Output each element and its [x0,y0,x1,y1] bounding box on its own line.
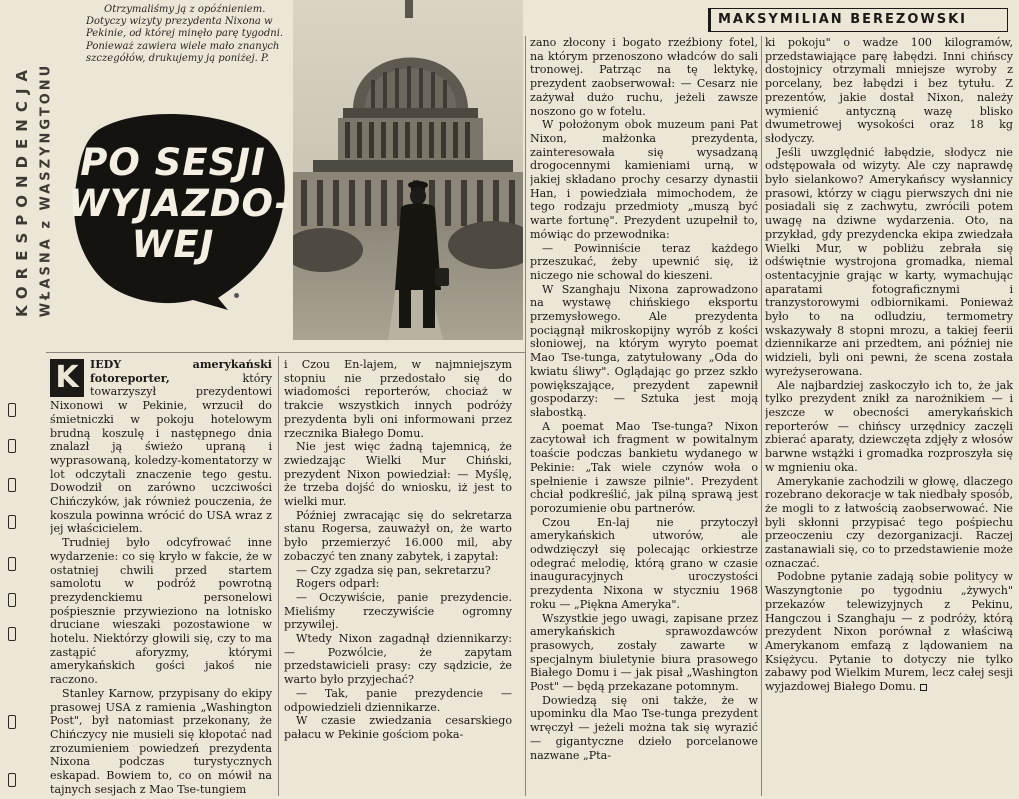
paragraph: W położonym obok muzeum pani Pat Nixon, małżonka prezydenta, zainteresowała się wysadzaną drogocennymi kamieniami urną, w jakiej składano prochy cesarzy dynastii Han, i powiedziała mimochodem, że tego rodzaju przedmioty „muszą być warte fortunę". Prezydent uzupełnił to, mówiąc do przewodnika: [530,118,758,241]
margin-marker [8,515,16,529]
margin-marker [8,478,16,492]
paragraph: Wszystkie jego uwagi, zapisane przez amerykańskich sprawozdawców prasowych, zostały zawarte w specjalnym biuletynie biura prasowego Białego Domu i — jak pisał „Washington Post" — będą przekazane potomnym. [530,611,758,694]
paragraph: i Czou En-lajem, w najmniejszym stopniu nie przedostało się do wiadomości reporterów, chociaż w trakcie wszystkich innych podróży prezydenta byli oni informowani przez rzecznika Białego Domu. [284,358,512,440]
vertical-section-label [4,30,64,350]
paragraph: Rogers odparł: [296,577,380,591]
article-lead-paragraph [50,358,272,536]
headline-line1: PO SESJI [80,141,266,184]
paragraph: Czou En-laj nie przytoczył amerykańskich utworów, ale odwdzięczył się polecając orkiestrze odegrać melodię, którą grano w czasie inauguracyjnych uroczystości prezydenta Nixona w styczniu 1968 roku — „Piękna Ameryka". [530,515,758,611]
divider [761,36,762,796]
margin-marker [8,593,16,607]
paragraph: — Powinniście teraz każdego przeszukać, żeby upewnić się, iż niczego nie schowal do kieszeni. [530,241,758,282]
final-paragraph-text: Podobne pytanie zadają sobie politycy w Waszyngtonie po tygodniu „żywych" przekazów telewizyjnych z Pekinu, Hangczou i Szanghaju — z podróży, którą prezydent Nixon porównał z właściwą Amerykanom emfazą z lądowaniem na Księżycu. Pytanie to dotyczy nie tylko zabawy pod Wielkim Murem, lecz całej sesji wyjazdowej Białego Domu. [765,570,1013,694]
headline [68,141,292,266]
article-column-3 [530,36,758,798]
margin-marker [8,439,16,453]
paragraph: który towarzyszył prezydentowi Nixonowi w Pekinie, wrzucił do śmietniczki w pokoju hotelowym brudną koszulę i następnego dnia znalazł ją świeżo upraną i wyprasowaną, koledzy-komentatorzy w lot odczytali znaczenie tego gestu. Dowodził on zarówno uczciwości Chińczyków, jak również pouczenia, że koszula powinna wrócić do USA wraz z jej właścicielem. [50,371,272,536]
paragraph [765,570,1013,693]
margin-marker [8,557,16,571]
drop-cap: K [50,359,84,397]
paragraph: Później zwracając się do sekretarza stanu Rogersa, zauważył on, że warto było przemierzyć 16.000 mil, aby zobaczyć ten znany zabytek, i zapytał: [284,508,512,563]
margin-marker [8,627,16,641]
paragraph: W czasie zwiedzania cesarskiego pałacu w Pekinie gościom poka- [284,714,512,741]
paragraph: Wtedy Nixon zagadnął dziennikarzy: — Pozwólcie, że zapytam przedstawicieli prasy: czy sądzicie, że warto było przyjechać? [284,632,512,687]
section-label-line2: WŁASNA z WASZYNGTONU [38,62,54,318]
editorial-intro [86,4,286,65]
capitol-building-icon [293,0,523,340]
article-column-2 [284,358,512,798]
margin-marker [8,715,16,729]
paragraph: W Szanghaju Nixona zaprowadzono na wystawę chińskiego eksportu przemysłowego. Ale prezydenta pociągnął mikroskopijny wyrób z kości słoniowej, na którym wyryto poemat Mao Tse-tunga, zatytułowany „Oda do kwiatu śliwy". Oglądając go przez szkło powiększające, prezydent zapewnił gospodarzy: — Sztuka jest moją słabostką. [530,282,758,419]
author-byline: MAKSYMILIAN BEREZOWSKI [708,8,1008,32]
paragraph: — Czy zgadza się pan, sekretarzu? [296,563,491,577]
paragraph: zano złocony i bogato rzeźbiony fotel, na którym przenoszono władców do sali tronowej. Patrząc na tę lektykę, prezydent zaobserwował: — Cesarz nie zażywał dużo ruchu, jeżeli zawsze noszono go w fotelu. [530,36,758,118]
lead-bold-text: IEDY amerykański fotoreporter, [90,358,272,385]
capitol-photo [293,0,523,340]
paragraph: — Tak, panie prezydencie — odpowiedzieli dziennikarze. [284,686,512,714]
decorative-dot [234,293,239,298]
margin-marker [8,773,16,787]
section-label-line1: KORESPONDENCJA [13,62,31,318]
paragraph: Amerykanie zachodzili w głowę, dlaczego rozebrano dekoracje w tak niedbały sposób, że mogli to z łatwością zaobserwować. Nie byli skłonni przypisać tego pośpiechu przeoczeniu czy dezorganizacji. Raczej zastanawiali się, co to przedstawienie może oznaczać. [765,474,1013,570]
paragraph: A poemat Mao Tse-tunga? Nixon zacytował ich fragment w powitalnym toaście podczas bankietu wydanego w Pekinie: „Tak wiele czynów woła o spełnienie i zawsze pilnie". Prezydent chciał podkreślić, jak pilną sprawą jest porozumienie obu partnerów. [530,419,758,515]
paragraph: Jeśli uwzględnić łabędzie, słodycz nie odstępowała od wizyty. Ale czy naprawdę było sielankowo? Amerykańscy wysłannicy prasowi, którzy w ciągu pierwszych dni nie posiadali się z zachwytu, zwrócili potem uwagę na dziwne wydarzenia. Oto, na przykład, gdy prezydencka ekipa zwiedzała Wielki Mur, w pobliżu zebrała się odświętnie wystrojona gromadka, niemal ostentacyjnie grając w karty, wymachując aparatami fotograficznymi i tranzystorowymi odbiornikami. Ponieważ było to na odludziu, termometry wskazywały 8 stopni mrozu, a takiej feerii dziennikarze ani przedtem, ani później nie widzieli, byli oni pewni, że scena została wyreżyserowana. [765,145,1013,378]
end-mark-icon [920,684,927,691]
intro-text: Otrzymaliśmy ją z opóźnieniem. Dotyczy wizyty prezydenta Nixona w Pekinie, od której minęło parę tygodni. Ponieważ zawiera wiele mało znanych szczegółów, drukujemy ją poniżej. P. [86,4,284,64]
paragraph: ki pokoju" o wadze 100 kilogramów, przedstawiające parę łabędzi. Inni chińscy dostojnicy otrzymali mniejsze wyroby z porcelany, bez łabędzi i bez tytułu. Z prezentów, jakie dostał Nixon, należy wymienić antyczną wazę blisko dwumetrowej wysokości oraz 18 kg słodyczy. [765,36,1013,145]
headline-line2: WYJAZDO- [68,182,292,225]
headline-line3: WEJ [131,223,215,266]
margin-markers [4,395,24,795]
paragraph: — Oczywiście, panie prezydencie. Mieliśmy rzeczywiście ogromny przywilej. [284,590,512,632]
paragraph: Dowiedzą się oni także, że w upominku dla Mao Tse-tunga prezydent wręczył — jeżeli można tak się wyrazić — gigantyczne dzieło porcelanowe nazwane „Pta- [530,693,758,762]
divider [525,36,526,796]
paragraph: Ale najbardziej zaskoczyło ich to, że jak tylko prezydent znikł za narożnikiem — i jeszcze w obecności amerykańskich reporterów — chińscy urzędnicy zaczęli zbierać aparaty, dziewczęta zdjęły z włosów barwne wstążki i gromadka rozproszyła się w mgnieniu oka. [765,378,1013,474]
article-column-1 [50,358,272,798]
paragraph: Trudniej było odcyfrować inne wydarzenie: co się kryło w fakcie, że w ostatniej chwili przed startem samolotu w podróż powrotną prezydenckiemu personelowi pośpiesznie przywieziono na lotnisko druciane wieszaki pozostawione w hotelu. Niektórzy głowili się, czy to ma zastąpić aforyzmy, którymi amerykańskich gości jakoś nie raczono. [50,536,272,687]
article-column-4 [765,36,1013,798]
paragraph: Nie jest więc żadną tajemnicą, że zwiedzając Wielki Mur Chiński, prezydent Nixon powiedział: — Myślę, że trzeba dojść do wniosku, iż jest to wielki mur. [284,440,512,509]
headline-block [68,110,292,310]
divider [46,352,526,353]
paragraph: Stanley Karnow, przypisany do ekipy prasowej USA z ramienia „Washington Post", był natomiast przekonany, że Chińczycy nie musieli się kłopotać nad zrozumieniem powiedzeń prezydenta Nixona podczas turystycznych eskapad. Bowiem to, co on mówił na tajnych sesjach z Mao Tse-tungiem [50,686,272,796]
margin-marker [8,403,16,417]
divider [278,356,279,796]
